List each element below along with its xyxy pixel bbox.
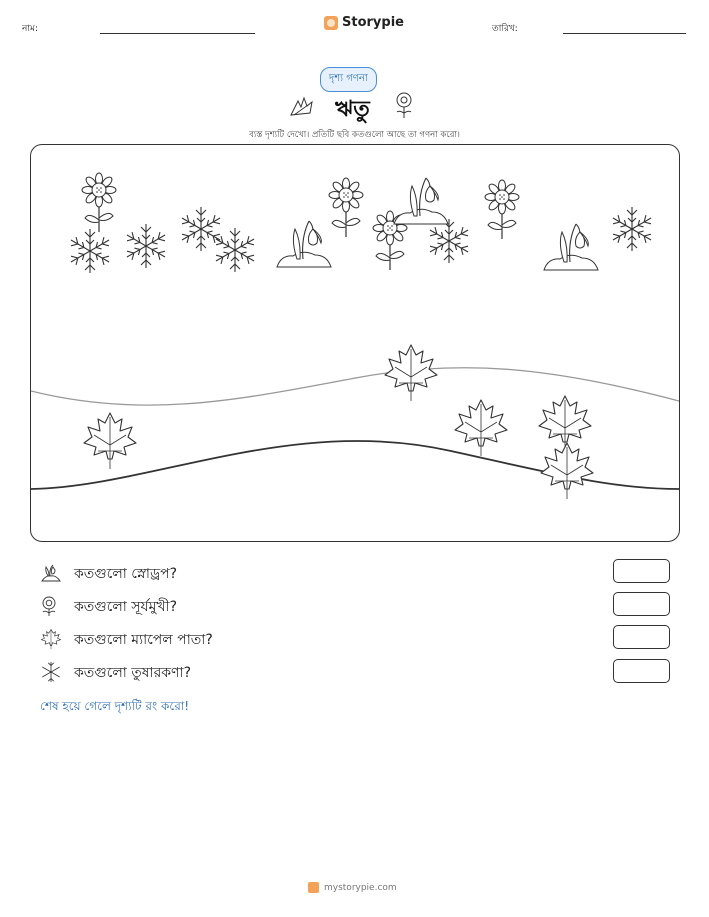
date-label: তারিখ:: [492, 24, 518, 34]
instructions: ব্যস্ত দৃশ্যটি দেখো। প্রতিটি ছবি কতগুলো আছে তা গণনা করো।: [249, 130, 460, 140]
footer-url[interactable]: mystorypie.com: [324, 882, 397, 893]
answer-box-snowdrop[interactable]: [613, 559, 670, 583]
question-maple-leaf: কতগুলো ম্যাপেল পাতা?: [74, 632, 213, 648]
answer-box-maple-leaf[interactable]: [613, 625, 670, 649]
coloring-note: শেষ হয়ে গেলে দৃশ্যটি রং করো!: [40, 699, 190, 713]
maple-leaf-icon: [40, 628, 62, 650]
name-line[interactable]: [100, 33, 255, 34]
date-line[interactable]: [563, 33, 686, 34]
question-icon-snowflake: [40, 661, 62, 687]
question-icon-maple-leaf: [40, 628, 62, 654]
answer-box-snowflake[interactable]: [613, 659, 670, 683]
question-icon-snowdrop: [40, 563, 62, 587]
title-leaf-decoration-icon: [288, 93, 316, 123]
category-badge: দৃশ্য গণনা: [320, 67, 377, 92]
scene-illustration: [31, 145, 679, 541]
snowflake-icon: [40, 661, 62, 683]
footer: [308, 882, 397, 893]
storypie-logo-icon: [324, 16, 338, 30]
sunflower-icon: [40, 595, 58, 617]
storypie-footer-logo-icon: [308, 882, 319, 893]
question-snowflake: কতগুলো তুষারকণা?: [74, 665, 192, 681]
question-sunflower: কতগুলো সূর্যমুখী?: [74, 599, 177, 615]
name-label: নাম:: [22, 24, 39, 34]
scene-panel: [30, 144, 680, 542]
answer-box-sunflower[interactable]: [613, 592, 670, 616]
question-icon-sunflower: [40, 595, 58, 621]
snowdrop-icon: [40, 563, 62, 583]
page-title: ঋতু: [335, 97, 370, 122]
brand-name: Storypie: [342, 15, 404, 30]
brand-logo: [324, 15, 404, 30]
question-snowdrop: কতগুলো স্নোড্রপ?: [74, 566, 178, 582]
title-flower-decoration-icon: [393, 91, 415, 123]
